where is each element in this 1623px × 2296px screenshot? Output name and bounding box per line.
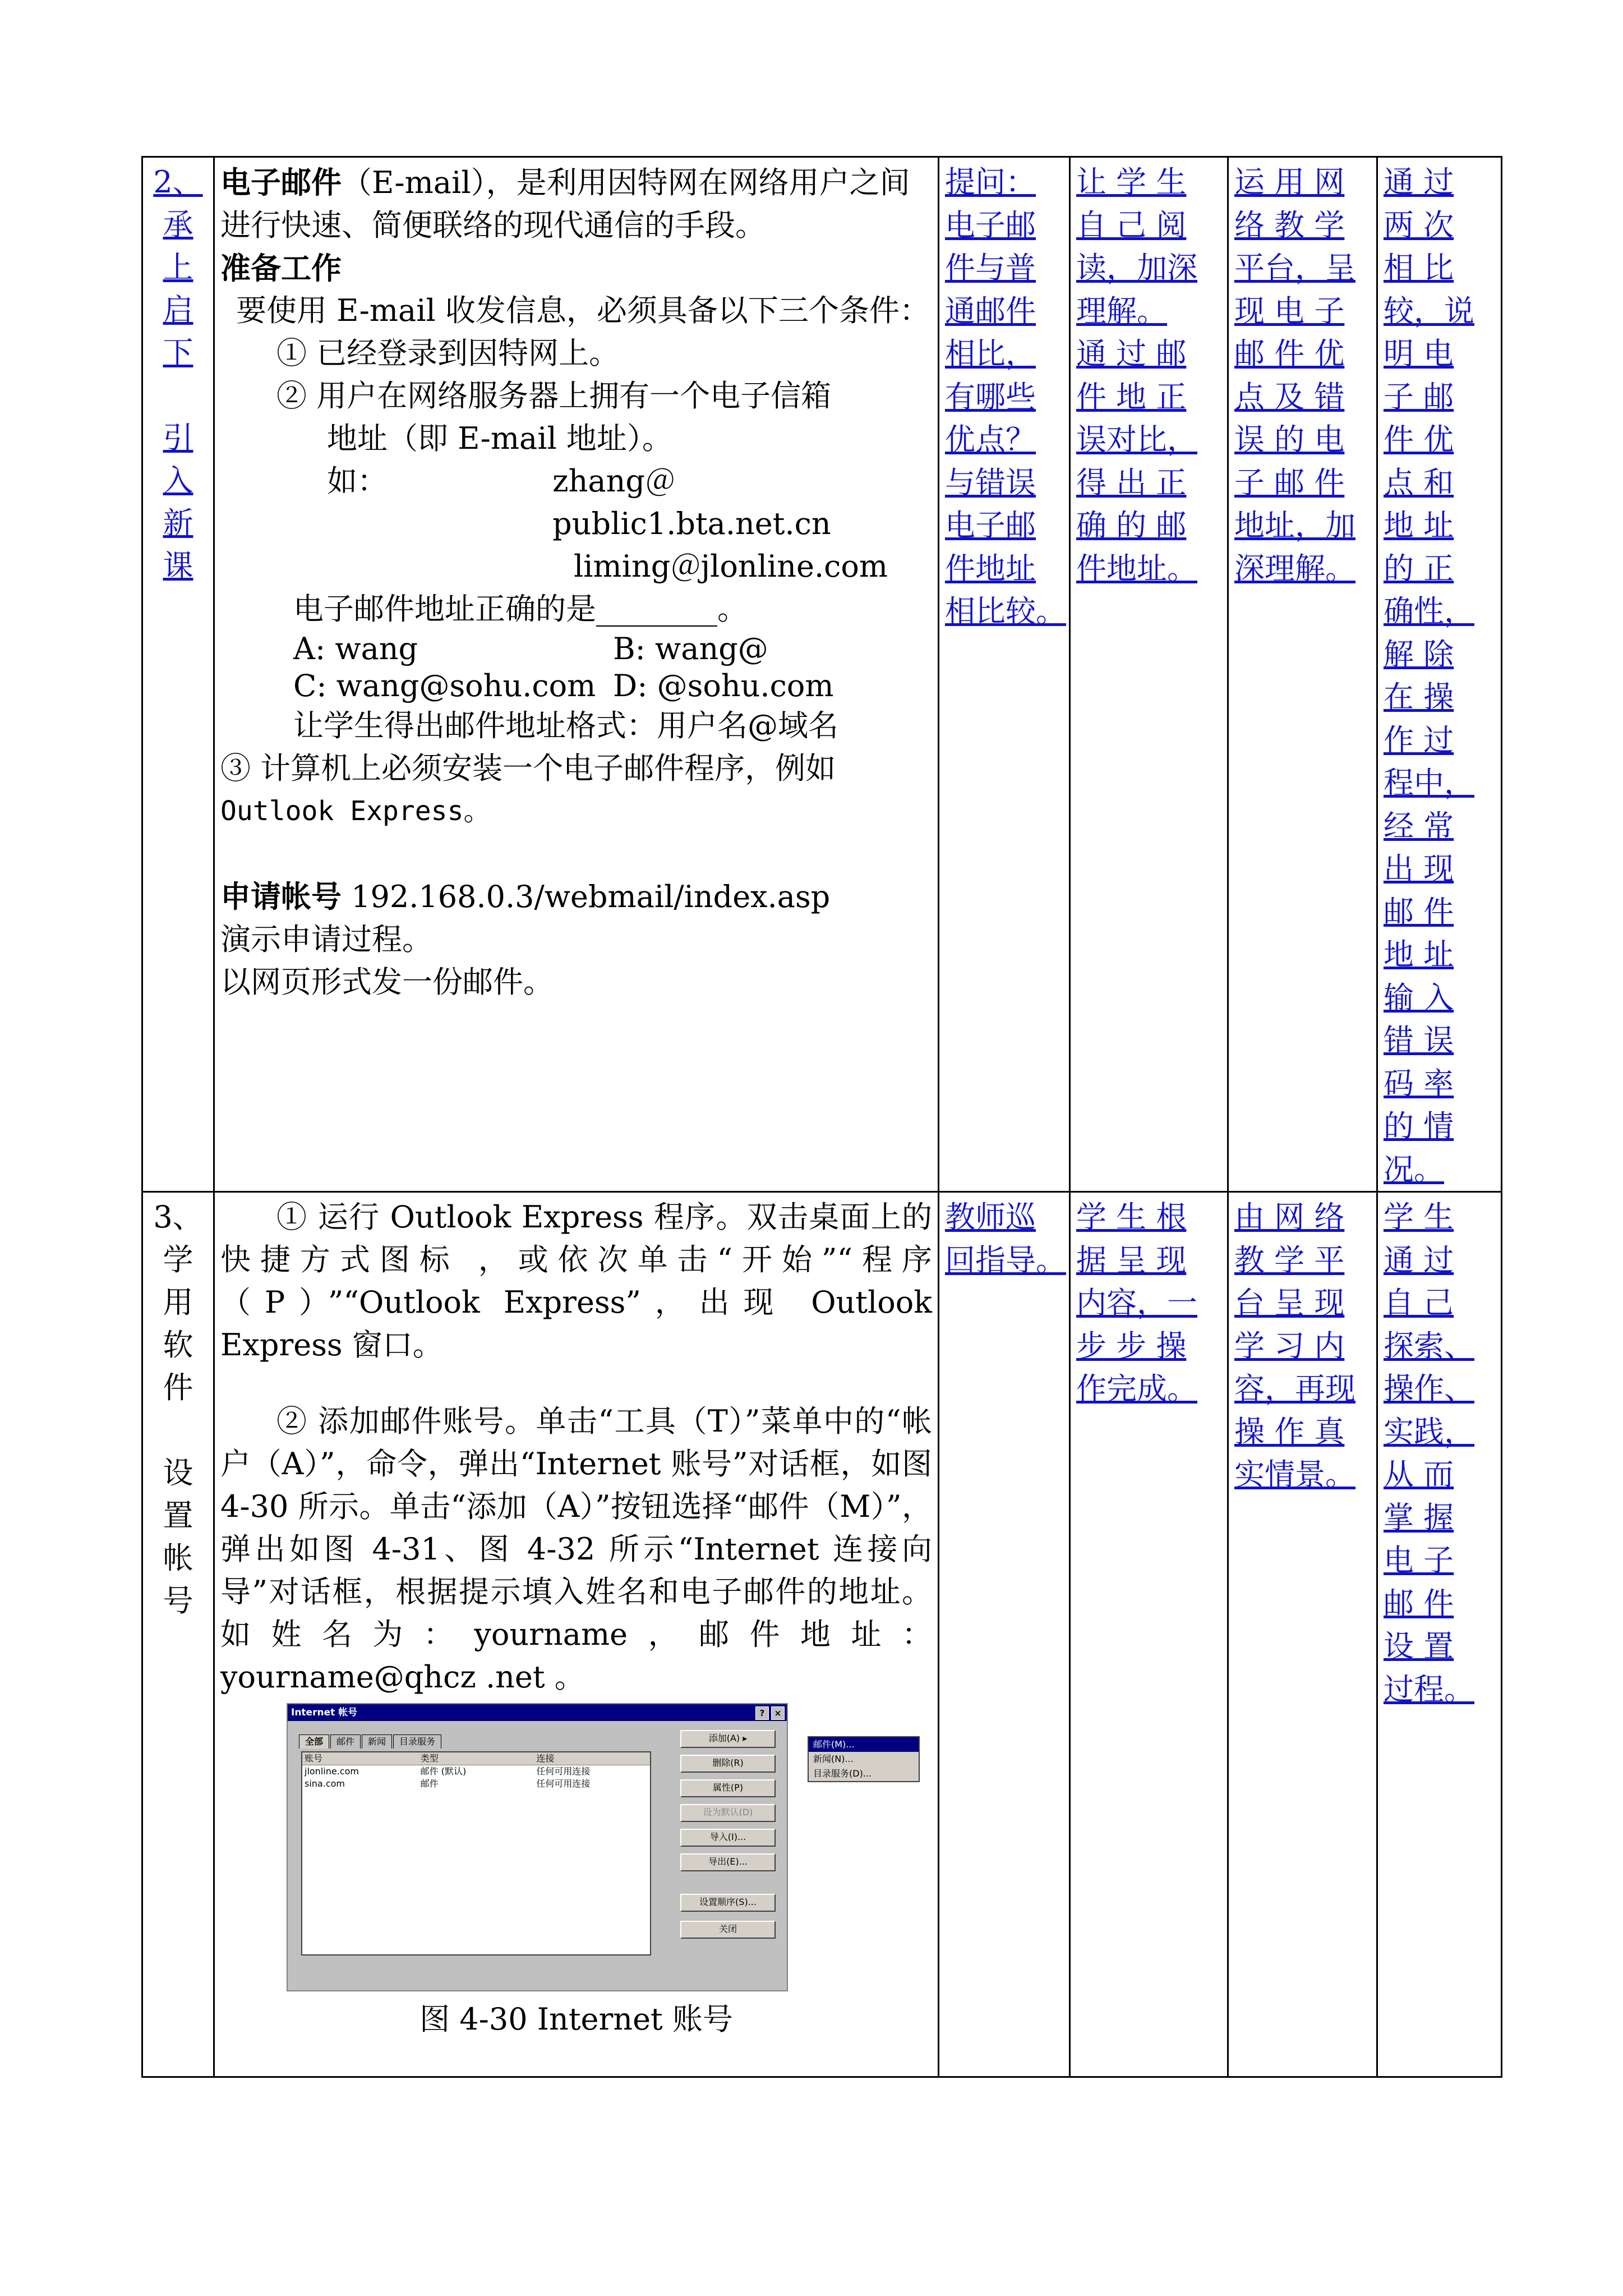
content-cell: [214, 1192, 939, 2077]
question: 电子邮件地址正确的是________。: [293, 591, 748, 627]
option-d: D: @sohu.com: [613, 668, 834, 703]
menu-item-news: 新闻(N)...: [813, 1754, 854, 1764]
content-cell: [214, 157, 939, 1192]
step-cell: [142, 157, 214, 1192]
internet-account-dialog-screenshot: [287, 1703, 788, 1991]
media-cell: [1228, 1192, 1377, 2077]
teacher-activity[interactable]: 提问： 电子邮 件与普 通邮件 相比， 有哪些 优点？ 与错误 电子邮 件地址 相比较。: [945, 164, 1066, 629]
add-dropdown-menu: [808, 1736, 920, 1782]
tab-all: 全部: [299, 1734, 329, 1749]
menu-item-mail: 邮件(M)...: [809, 1737, 919, 1752]
list-item: ③ 计算机上必须安装一个电子邮件程序，例如: [220, 751, 836, 786]
url-text: 192.168.0.3/webmail/index.asp: [342, 879, 831, 914]
intent-cell: [1377, 1192, 1502, 2077]
set-default-button: 设为默认(D): [680, 1804, 776, 1822]
account-list: [301, 1751, 651, 1955]
list-item-continued: 地址（即 E-mail 地址）。: [327, 421, 672, 456]
set-order-button: 设置顺序(S)...: [680, 1894, 776, 1912]
figure-caption: 图 4-30 Internet 账号: [419, 2001, 733, 2037]
list-item-continued: Outlook Express。: [220, 795, 491, 827]
remove-button: 删除(R): [680, 1755, 776, 1773]
list-item: sina.com 邮件 任何可用连接: [305, 1778, 591, 1789]
import-button: 导入(I)...: [680, 1829, 776, 1847]
table-row: [142, 1192, 1502, 2077]
paragraph: 要使用 E-mail 收发信息，必须具备以下三个条件：: [236, 293, 930, 328]
example-label: 如：: [327, 463, 388, 499]
option-b: B: wang@: [613, 631, 768, 666]
lesson-plan-table: [141, 156, 1502, 2078]
intent-cell: [1377, 157, 1502, 1192]
add-button: 添加(A) ▸: [680, 1730, 776, 1748]
teacher-activity-cell: [939, 1192, 1070, 2077]
list-item: ① 已经登录到因特网上。: [276, 335, 620, 371]
menu-item-directory: 目录服务(D)...: [813, 1768, 872, 1779]
paragraph: ② 添加邮件账号。单击“工具（T）”菜单中的“帐户（A）”，命令，弹出“Internet 账号”对话框，如图 4-30 所示。单击“添加（A）”按钮选择“邮件（M）”，弹出如图 4-31、图 4-32 所示“Internet 连接向导”对话框，根据提示填入姓名和电子邮件的地址。如姓名为：yourname，邮件地址：yourname@qhcz .net 。: [220, 1404, 932, 1695]
student-activity[interactable]: 让 学 生 自 己 阅 读，加深 理解。 通 过 邮 件 地 正 误对比， 得 出 正 确 的 邮 件地址。: [1076, 164, 1197, 586]
tab-directory: 目录服务: [393, 1734, 441, 1749]
teacher-activity-cell: [939, 157, 1070, 1192]
column-header: 账号: [305, 1753, 323, 1764]
teacher-activity[interactable]: 教师巡 回指导。: [945, 1199, 1066, 1278]
step-label[interactable]: 2、 承 上 启 下 引 入 新 课: [153, 164, 203, 583]
section-heading: 电子邮件: [220, 164, 342, 200]
design-intent[interactable]: 学 生 通 过 自 己 探索、 操作、 实践， 从 而 掌 握 电 子 邮 件 设 置 过程。: [1384, 1199, 1474, 1707]
tab-mail: 邮件: [330, 1734, 361, 1749]
student-activity-cell: [1070, 157, 1228, 1192]
media-cell: [1228, 157, 1377, 1192]
design-intent[interactable]: 通 过 两 次 相 比 较，说 明 电 子 邮 件 优 点 和 地 址 的 正 确性， 解 除 在 操 作 过 程中， 经 常 出 现 邮 件 地 址 输 入 错 误 码 率 的 情 况。: [1384, 164, 1474, 1187]
close-icon: ×: [771, 1706, 785, 1720]
tab-news: 新闻: [362, 1734, 392, 1749]
paragraph: 让学生得出邮件地址格式：用户名@域名: [293, 708, 838, 743]
step-cell: [142, 1192, 214, 2077]
email-example: zhang＠public1.bta.net.cn: [552, 463, 831, 541]
column-header: 连接: [536, 1753, 555, 1764]
dialog-title: Internet 帐号: [291, 1707, 358, 1718]
paragraph: ① 运行 Outlook Express 程序。双击桌面上的快捷方式图标 ，或依次单击“开始”“程序（P）”“Outlook Express”，出现 Outlook Express 窗口。: [220, 1199, 932, 1363]
section-heading: 准备工作: [220, 250, 342, 286]
help-icon: ?: [755, 1706, 769, 1720]
paragraph: 以网页形式发一份邮件。: [220, 964, 554, 1000]
media-usage[interactable]: 运 用 网 络 教 学 平台，呈 现 电 子 邮 件 优 点 及 错 误 的 电 子 邮 件 地址，加 深理解。: [1234, 164, 1355, 586]
student-activity[interactable]: 学 生 根 据 呈 现 内容，一 步 步 操 作完成。: [1076, 1199, 1197, 1406]
properties-button: 属性(P): [680, 1779, 776, 1797]
column-header: 类型: [420, 1753, 439, 1764]
section-heading: 申请帐号: [220, 878, 342, 914]
media-usage[interactable]: 由 网 络 教 学 平 台 呈 现 学 习 内 容，再现 操 作 真 实情景。: [1234, 1199, 1355, 1492]
export-button: 导出(E)...: [680, 1853, 776, 1871]
paragraph: 演示申请过程。: [220, 922, 432, 957]
table-row: [142, 157, 1502, 1192]
close-button: 关闭: [680, 1921, 776, 1939]
paragraph: （E-mail），是利用因特网在网络用户之间进行快速、简便联络的现代通信的手段。: [220, 165, 910, 243]
list-item: ② 用户在网络服务器上拥有一个电子信箱: [276, 378, 832, 413]
option-a: A: wang: [293, 631, 418, 666]
list-item: jlonline.com 邮件 (默认) 任何可用连接: [305, 1766, 591, 1777]
option-c: C: wang@sohu.com: [293, 668, 596, 703]
email-example: liming＠jlonline.com: [574, 549, 888, 584]
step-label: 3、 学 用 软 件 设 置 帐 号: [153, 1199, 203, 1618]
student-activity-cell: [1070, 1192, 1228, 2077]
